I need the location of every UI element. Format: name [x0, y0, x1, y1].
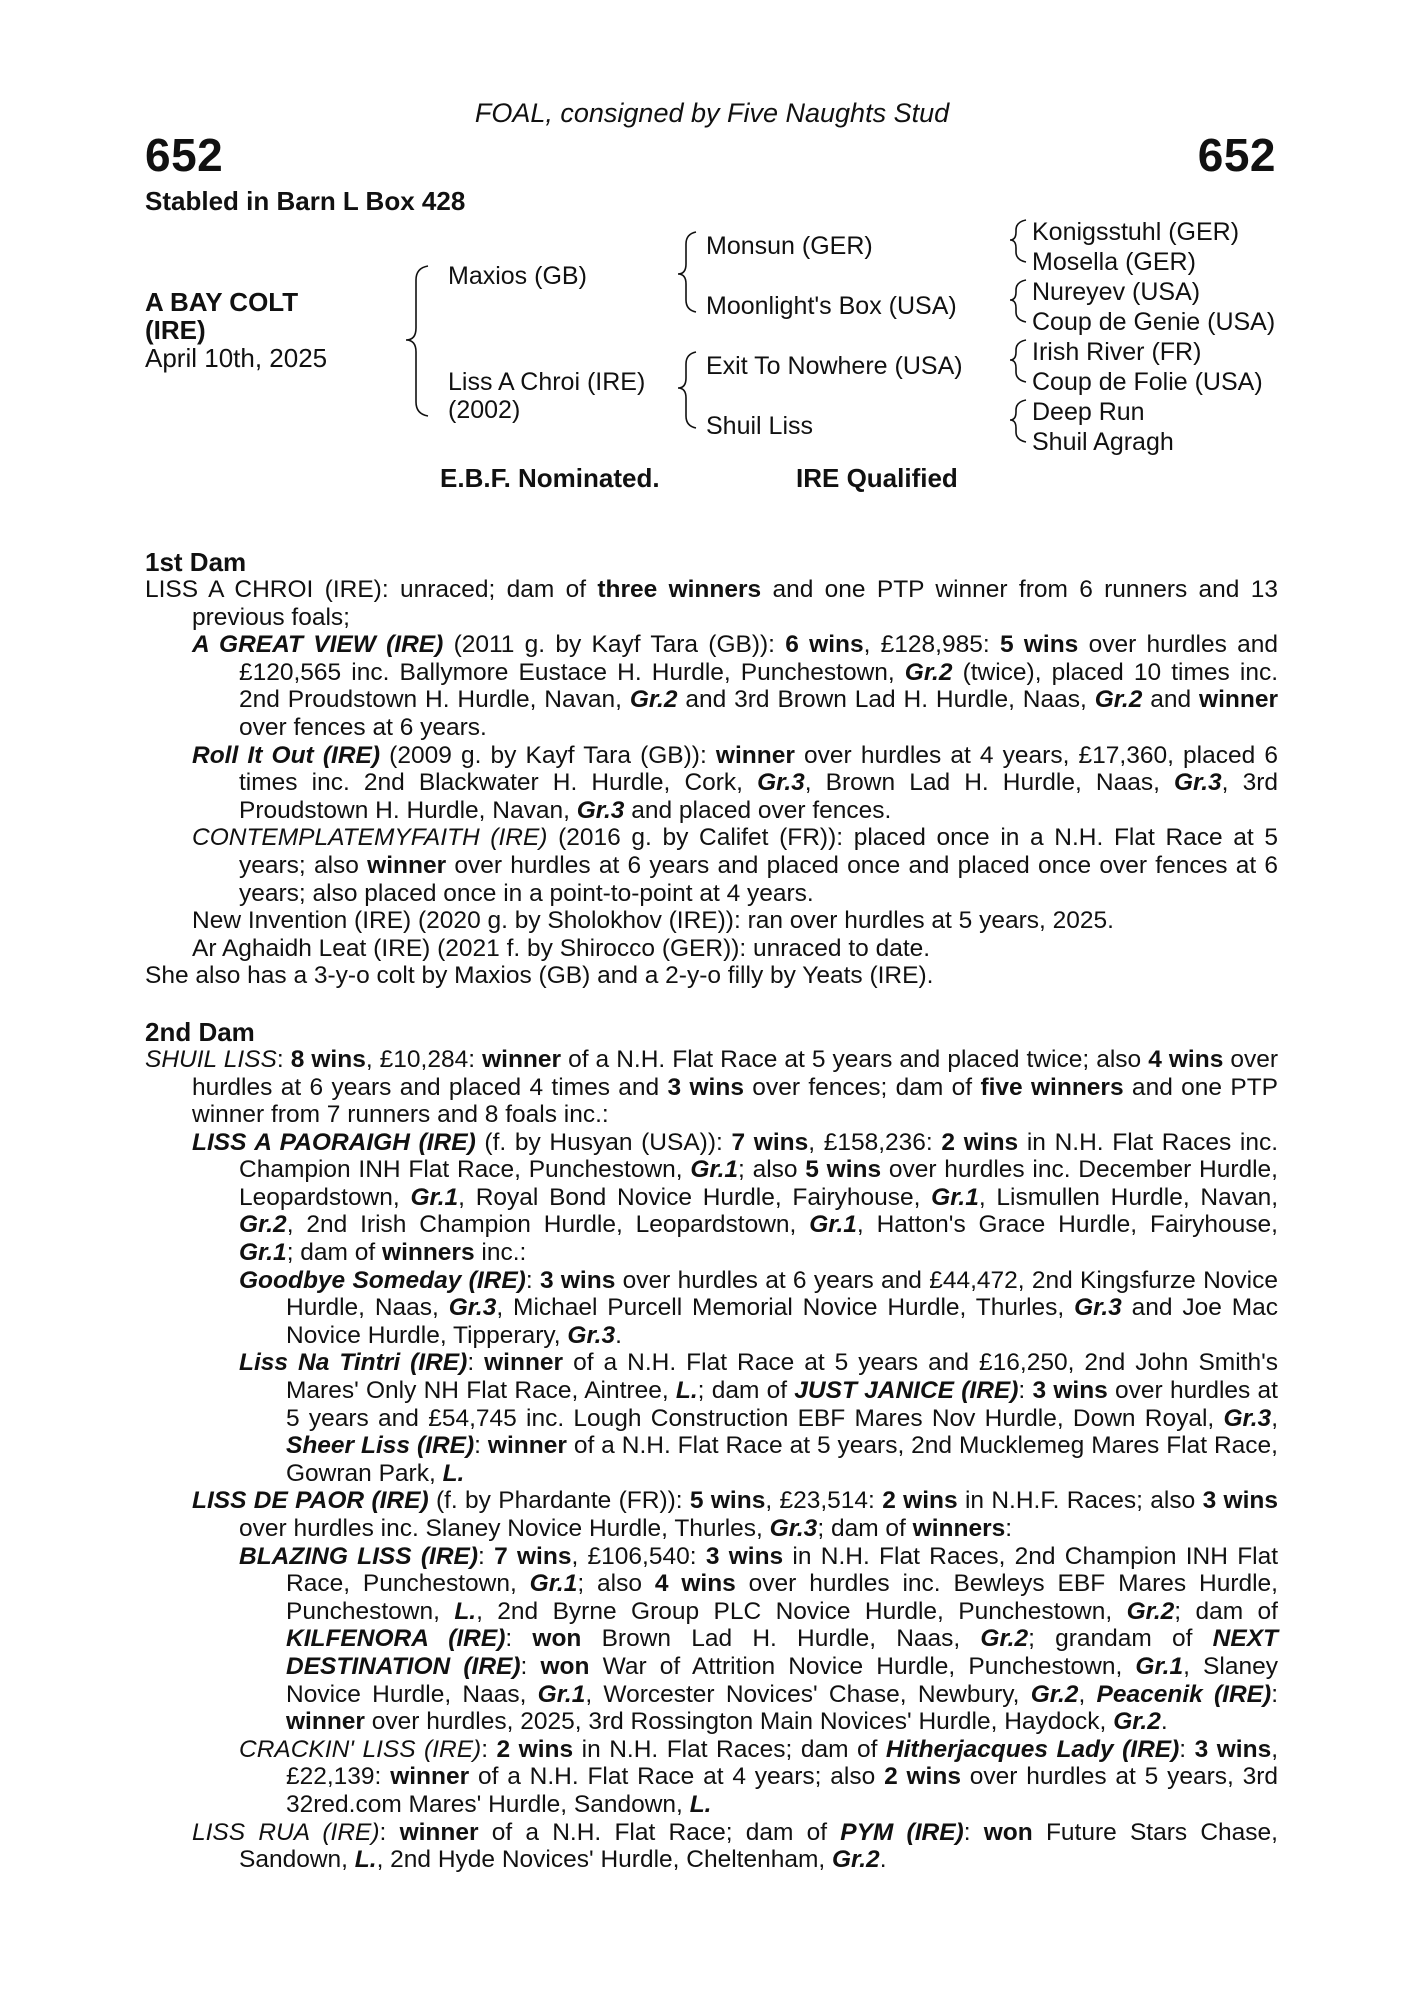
bracket-sire: [678, 232, 696, 312]
pedigree-g5: Irish River (FR): [1032, 338, 1202, 366]
produce-entry: New Invention (IRE) (2020 g. by Sholokhov (IRE)): ran over hurdles at 5 years, 2025.: [192, 907, 1114, 935]
second-dam-entry: SHUIL LISS: 8 wins, £10,284: winner of a N.H. Flat Race at 5 years and placed twice; also 4 wins over hurdles at 6 years and placed 4 times and 3 wins over fences; dam of five winners and one PTP winner from 7 runners and 8 foals inc.:: [145, 1045, 1279, 1129]
horse-foaling-date: April 10th, 2025: [145, 343, 328, 373]
bracket-g56: [1010, 340, 1026, 382]
first-dam-heading: 1st Dam: [145, 547, 247, 577]
produce-entry: LISS A PAORAIGH (IRE) (f. by Husyan (USA)): 7 wins, £158,236: 2 wins in N.H. Flat Races inc. Champion INH Flat Race, Punchestown, Gr.1; also 5 wins over hurdles inc. December Hurdle, Leopardstown, Gr.1, Royal Bond Novice Hurdle, Fairyhouse, Gr.1, Lismullen Hurdle, Navan, Gr.2, 2nd Irish Champion Hurdle, Leopardstown, Gr.1, Hatton's Grace Hurdle, Fairyhouse, Gr.1; dam of winners inc.:: [192, 1128, 1279, 1267]
grandproduce-entry: CRACKIN' LISS (IRE): 2 wins in N.H. Flat Races; dam of Hitherjacques Lady (IRE): 3 wins, £22,139: winner of a N.H. Flat Race at 4 years; also 2 wins over hurdles at 5 years, 3rd 32red.com Mares' Hurdle, Sandown, L.: [239, 1735, 1279, 1818]
produce-entry: A GREAT VIEW (IRE) (2011 g. by Kayf Tara (GB)): 6 wins, £128,985: 5 wins over hurdles and £120,565 inc. Ballymore Eustace H. Hurdle, Punchestown, Gr.2 (twice), placed 10 times inc. 2nd Proudstown H. Hurdle, Navan, Gr.2 and 3rd Brown Lad H. Hurdle, Naas, Gr.2 and winner over fences at 6 years.: [192, 631, 1279, 741]
pedigree-dam-sire: Exit To Nowhere (USA): [706, 352, 963, 380]
bracket-sire-dam: [406, 266, 428, 416]
pedigree-dam-dam: Shuil Liss: [706, 412, 813, 440]
bracket-g34: [1010, 280, 1026, 322]
ebf-nominated: E.B.F. Nominated.: [440, 463, 660, 493]
pedigree-g8: Shuil Agragh: [1032, 428, 1174, 456]
produce-entry: CONTEMPLATEMYFAITH (IRE) (2016 g. by Califet (FR)): placed once in a N.H. Flat Race at 5 years; also winner over hurdles at 6 years and placed once and placed once over fences at 6 years; also placed once in a point-to-point at 4 years.: [192, 824, 1279, 907]
pedigree-dam: Liss A Chroi (IRE): [448, 368, 646, 396]
ire-qualified: IRE Qualified: [796, 463, 958, 493]
pedigree-g2: Mosella (GER): [1032, 248, 1196, 276]
horse-description: A BAY COLT: [145, 287, 299, 317]
pedigree-sire: Maxios (GB): [448, 262, 587, 290]
pedigree-sire-sire: Monsun (GER): [706, 232, 873, 260]
catalogue-body: [145, 548, 1278, 1874]
first-dam-entry: LISS A CHROI (IRE): unraced; dam of three winners and one PTP winner from 6 runners and 13 previous foals;: [145, 576, 1278, 631]
pedigree-g7: Deep Run: [1032, 398, 1145, 426]
pedigree-sire-dam: Moonlight's Box (USA): [706, 292, 957, 320]
pedigree-g6: Coup de Folie (USA): [1032, 368, 1263, 396]
consignment-line: FOAL, consigned by Five Naughts Stud: [474, 98, 950, 128]
pedigree-g3: Nureyev (USA): [1032, 278, 1201, 306]
horse-country: (IRE): [145, 315, 206, 345]
grandproduce-entry: BLAZING LISS (IRE): 7 wins, £106,540: 3 wins in N.H. Flat Races, 2nd Champion INH Flat Race, Punchestown, Gr.1; also 4 wins over hurdles inc. Bewleys EBF Mares Hurdle, Punchestown, L., 2nd Byrne Group PLC Novice Hurdle, Punchestown, Gr.2; dam of KILFENORA (IRE): won Brown Lad H. Hurdle, Naas, Gr.2; grandam of NEXT DESTINATION (IRE): won War of Attrition Novice Hurdle, Punchestown, Gr.1, Slaney Novice Hurdle, Naas, Gr.1, Worcester Novices' Chase, Newbury, Gr.2, Peacenik (IRE): winner over hurdles, 2025, 3rd Rossington Main Novices' Hurdle, Haydock, Gr.2.: [239, 1542, 1279, 1736]
pedigree-dam-year: (2002): [448, 396, 521, 424]
lot-number-left: 652: [145, 129, 224, 181]
bracket-dam: [678, 352, 696, 428]
bracket-g78: [1010, 400, 1026, 442]
lot-number-right: 652: [1197, 129, 1276, 181]
grandproduce-entry: Goodbye Someday (IRE): 3 wins over hurdles at 6 years and £44,472, 2nd Kingsfurze Novice Hurdle, Naas, Gr.3, Michael Purcell Memorial Novice Hurdle, Thurles, Gr.3 and Joe Mac Novice Hurdle, Tipperary, Gr.3.: [239, 1266, 1278, 1349]
second-dam-heading: 2nd Dam: [145, 1016, 255, 1047]
pedigree-g1: Konigsstuhl (GER): [1032, 218, 1240, 246]
produce-entry: Ar Aghaidh Leat (IRE) (2021 f. by Shirocco (GER)): unraced to date.: [192, 934, 931, 962]
produce-entry: LISS RUA (IRE): winner of a N.H. Flat Race; dam of PYM (IRE): won Future Stars Chase, Sandown, L., 2nd Hyde Novices' Hurdle, Cheltenham, Gr.2.: [192, 1818, 1278, 1874]
stabling-info: Stabled in Barn L Box 428: [145, 186, 466, 216]
produce-entry: LISS DE PAOR (IRE) (f. by Phardante (FR)): 5 wins, £23,514: 2 wins in N.H.F. Races; also 3 wins over hurdles inc. Slaney Novice Hurdle, Thurles, Gr.3; dam of winners:: [192, 1487, 1279, 1542]
produce-note: She also has a 3-y-o colt by Maxios (GB) and a 2-y-o filly by Yeats (IRE).: [145, 962, 934, 990]
pedigree-g4: Coup de Genie (USA): [1032, 308, 1276, 336]
produce-entry: Roll It Out (IRE) (2009 g. by Kayf Tara (GB)): winner over hurdles at 4 years, £17,360, placed 6 times inc. 2nd Blackwater H. Hurdle, Cork, Gr.3, Brown Lad H. Hurdle, Naas, Gr.3, 3rd Proudstown H. Hurdle, Navan, Gr.3 and placed over fences.: [192, 741, 1279, 824]
grandproduce-entry: Liss Na Tintri (IRE): winner of a N.H. Flat Race at 5 years and £16,250, 2nd John Smith's Mares' Only NH Flat Race, Aintree, L.; dam of JUST JANICE (IRE): 3 wins over hurdles at 5 years and £54,745 inc. Lough Construction EBF Mares Nov Hurdle, Down Royal, Gr.3, Sheer Liss (IRE): winner of a N.H. Flat Race at 5 years, 2nd Mucklemeg Mares Flat Race, Gowran Park, L.: [239, 1349, 1278, 1487]
bracket-g12: [1010, 220, 1026, 262]
